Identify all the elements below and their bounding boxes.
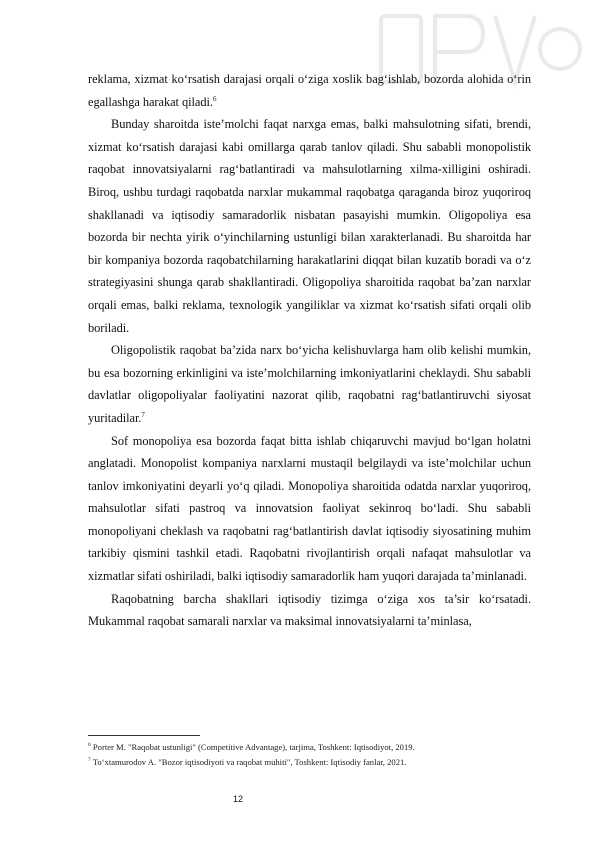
paragraph-2	[88, 113, 531, 339]
paragraph-4-text: Sof monopoliya esa bozorda faqat bitta ishlab chiqaruvchi mavjud bo‘lgan holatni anglatadi. Monopolist kompaniya narxlarni mustaqil belgilaydi va iste’molchilar uchun tanlov imkoniyatini deyarli yo‘q qiladi. Monopoliya sharoitida odatda narxlar yuqoriroq, mahsulotlar sifati pastroq va innovatsion faoliyat sekinroq bo‘ladi. Shu sababli monopoliyani cheklash va raqobatni rag‘batlantirish davlat iqtisodiy siyosatining muhim tarkibiy qismini tashkil etadi. Raqobatni rivojlantirish orqali nafaqat mahsulotlar va xizmatlar sifati oshiriladi, balki iqtisodiy samaradorlik ham yuqori darajada ta’minlanadi.	[88, 433, 531, 584]
footnote-ref-6[interactable]: 6	[212, 94, 217, 103]
footnote-text: Porter M. "Raqobat ustunligi" (Competitive Advantage), tarjima, Toshkent: Iqtisodiyot, 2019.	[92, 742, 415, 752]
footnote-separator	[88, 735, 200, 736]
body-text	[88, 68, 531, 633]
footnotes	[88, 740, 531, 770]
page-number: 12	[232, 794, 243, 804]
paragraph-5-text: Raqobatning barcha shakllari iqtisodiy tizimga o‘ziga xos ta’sir ko‘rsatadi. Mukammal raqobat samarali narxlar va maksimal innovatsiyalarni ta’minlasa,	[88, 591, 531, 629]
footnote-number: 6	[88, 742, 91, 749]
paragraph-3	[88, 339, 531, 429]
footnote-ref-7[interactable]: 7	[141, 410, 145, 419]
paragraph-3-text: Oligopolistik raqobat ba’zida narx bo‘yicha kelishuvlarga ham olib kelishi mumkin, bu esa bozorning erkinligini va iste’molchilarning imkoniyatlarini cheklaydi. Shu sababli davlatlar oligopoliyalar faoliyatini nazorat qilib, raqobatni rag‘batlantiruvchi siyosat yuritadilar.	[88, 343, 531, 425]
footnote-7	[88, 755, 531, 770]
paragraph-1-text: reklama, xizmat ko‘rsatish darajasi orqali o‘ziga xoslik bag‘ishlab, bozorda alohida o‘rin egallashga harakat qiladi.	[88, 72, 531, 109]
footnote-text: To‘xtamurodov A. "Bozor iqtisodiyoti va raqobat muhiti", Toshkent: Iqtisodiy fanlar, 2021.	[92, 757, 407, 767]
footnote-6	[88, 740, 531, 755]
paragraph-1	[88, 68, 531, 113]
paragraph-5	[88, 588, 531, 633]
paragraph-4	[88, 430, 531, 588]
footnote-number: 7	[88, 757, 91, 764]
paragraph-2-text: Bunday sharoitda iste’molchi faqat narxga emas, balki mahsulotning sifati, brendi, xizmat ko‘rsatish darajasi kabi omillarga qarab tanlov qiladi. Shu sababli monopolistik raqobat innovatsiyalarni rag‘batlantiradi va mahsulotlarning xilma-xilligini oshiradi. Biroq, ushbu turdagi raqobatda narxlar mukammal raqobatga qaraganda biroz yuqoriroq shakllanadi va iqtisodiy samaradorlik nisbatan pasayishi mumkin. Oligopoliya esa bozorda bir nechta yirik o‘yinchilarning ustunligi bilan xarakterlanadi. Bu sharoitda har bir kompaniya bozorda raqobatchilarning harakatlarini diqqat bilan kuzatib boradi va o‘z strategiyasini shunga qarab shakllantiradi. Oligopoliya sharoitida raqobat ba’zan narxlar orqali emas, balki reklama, texnologik yangiliklar va xizmat ko‘rsatish sifati orqali olib boriladi.	[88, 117, 531, 335]
